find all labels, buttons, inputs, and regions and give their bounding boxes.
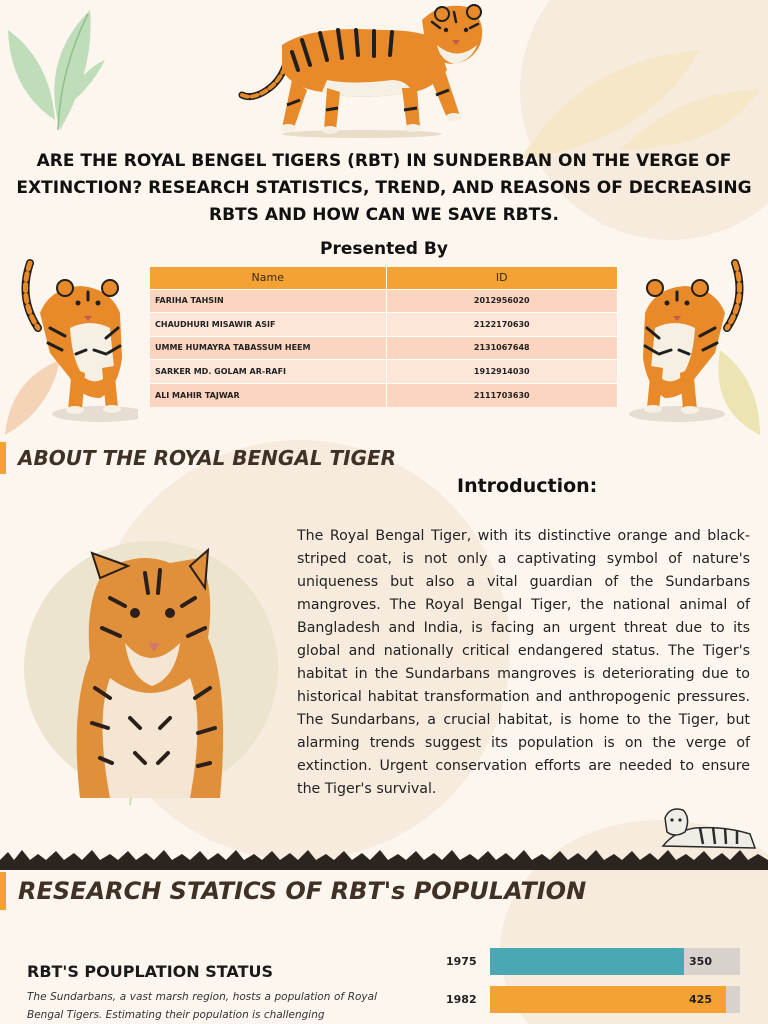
name-column-header: Name bbox=[150, 267, 386, 289]
bar-value-label: 425 bbox=[689, 993, 712, 1006]
table-row bbox=[150, 289, 618, 313]
leaf-decoration-icon bbox=[0, 0, 110, 140]
member-id: 2111703630 bbox=[386, 383, 618, 407]
intro-paragraph: The Royal Bengal Tiger, with its distinctive orange and black-striped coat, is not only a captivating symbol of nature's uniqueness but also a vital guardian of the Sundarbans mangroves. The Royal Bengal Tiger, the national animal of Bangladesh and India, is facing an urgent threat due to its global and nationally critical endangered status. The Tiger's habitat in the Sundarbans mangroves is deteriorating due to historical habitat transformation and anthropogenic pressures. The Sundarbans, a crucial habitat, is home to the Tiger, but alarming trends suggest its population is on the verge of extinction. Urgent conservation efforts are needed to ensure the Tiger's survival. bbox=[297, 528, 750, 797]
main-title: ARE THE ROYAL BENGEL TIGERS (RBT) IN SUNDERBAN ON THE VERGE OF EXTINCTION? RESEARCH STATISTICS, TREND, AND REASONS OF DECREASING RBTS AND HOW CAN WE SAVE RBTS. bbox=[16, 151, 752, 225]
member-name: ALI MAHIR TAJWAR bbox=[150, 383, 386, 407]
member-id: 1912914030 bbox=[386, 360, 618, 384]
id-column-header: ID bbox=[386, 267, 618, 289]
table-row bbox=[150, 336, 618, 360]
bar-row-1982 bbox=[446, 986, 742, 1013]
intro-title: Introduction: bbox=[457, 475, 598, 497]
member-id: 2012956020 bbox=[386, 289, 618, 313]
bar-track bbox=[490, 986, 740, 1013]
bar-category-label: 1975 bbox=[446, 955, 477, 968]
tiger-front-illustration-left bbox=[10, 258, 138, 428]
table-row bbox=[150, 383, 618, 407]
members-table bbox=[150, 267, 618, 407]
tiger-front-illustration-right bbox=[627, 258, 755, 428]
bar-value-label: 350 bbox=[689, 955, 712, 968]
member-id: 2131067648 bbox=[386, 336, 618, 360]
table-row bbox=[150, 313, 618, 337]
tiger-portrait-illustration bbox=[40, 548, 250, 798]
population-status-title: RBT'S POUPLATION STATUS bbox=[27, 962, 273, 981]
research-section-heading bbox=[0, 872, 586, 910]
bar-category-label: 1982 bbox=[446, 993, 477, 1006]
population-status-text: The Sundarbans, a vast marsh region, hosts a population of Royal Bengal Tigers. Estimating their population is challenging bbox=[27, 991, 377, 1021]
table-row bbox=[150, 360, 618, 384]
bar-row-1975 bbox=[446, 948, 742, 975]
member-name: UMME HUMAYRA TABASSUM HEEM bbox=[150, 336, 386, 360]
about-heading-text: ABOUT THE ROYAL BENGAL TIGER bbox=[18, 446, 397, 470]
walking-tiger-illustration bbox=[232, 0, 490, 140]
member-name: FARIHA TAHSIN bbox=[150, 289, 386, 313]
research-heading-text: RESEARCH STATICS OF RBT's POPULATION bbox=[18, 877, 587, 905]
presented-by-label: Presented By bbox=[320, 239, 448, 259]
grass-divider bbox=[0, 848, 768, 870]
member-name: SARKER MD. GOLAM AR-RAFI bbox=[150, 360, 386, 384]
heading-accent-bar bbox=[0, 872, 6, 910]
members-table-header bbox=[150, 267, 618, 289]
heading-accent-bar bbox=[0, 442, 6, 474]
member-id: 2122170630 bbox=[386, 313, 618, 337]
member-name: CHAUDHURI MISAWIR ASIF bbox=[150, 313, 386, 337]
bar-track bbox=[490, 948, 740, 975]
about-section-heading bbox=[0, 442, 396, 474]
bar-1975 bbox=[490, 948, 684, 975]
